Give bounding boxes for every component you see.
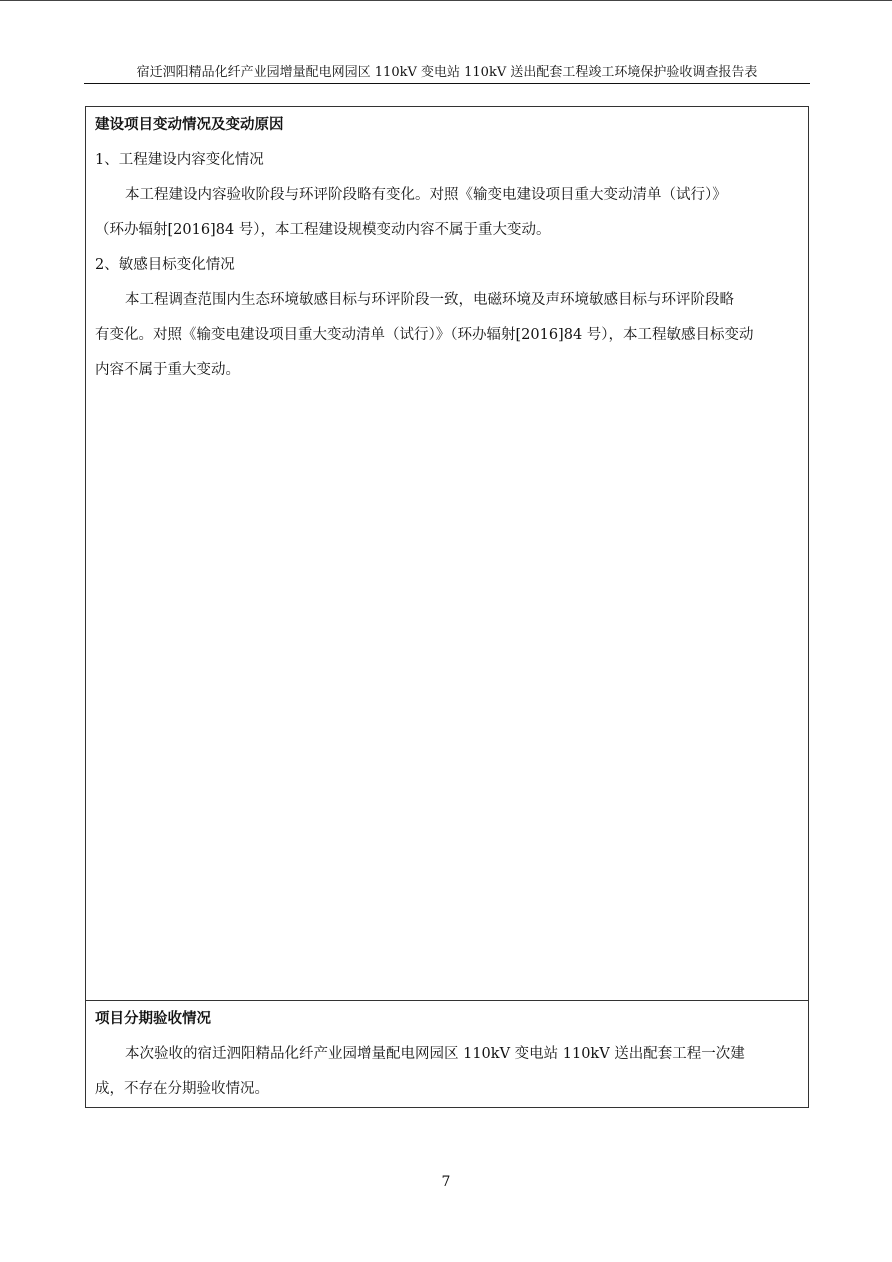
running-header: 宿迁泗阳精品化纤产业园增量配电网园区 110kV 变电站 110kV 送出配套工程竣工环境保护验收调查报告表 bbox=[136, 65, 758, 80]
report-table bbox=[85, 106, 809, 1108]
paragraph-line: 本工程建设内容验收阶段与环评阶段略有变化。对照《输变电建设项目重大变动清单（试行）》 bbox=[125, 187, 727, 203]
paragraph-line: （环办辐射[2016]84 号），本工程建设规模变动内容不属于重大变动。 bbox=[95, 222, 551, 238]
section-heading-phased-acceptance: 项目分期验收情况 bbox=[95, 1010, 211, 1027]
paragraph-line: 本次验收的宿迁泗阳精品化纤产业园增量配电网园区 110kV 变电站 110kV 送出配套工程一次建 bbox=[125, 1046, 745, 1062]
paragraph-line: 成，不存在分期验收情况。 bbox=[95, 1081, 269, 1097]
changes-cell bbox=[86, 107, 808, 1001]
top-border-line bbox=[0, 0, 892, 1]
section-heading-changes: 建设项目变动情况及变动原因 bbox=[95, 116, 284, 133]
paragraph-line: 内容不属于重大变动。 bbox=[95, 362, 240, 378]
page-number: 7 bbox=[441, 1174, 451, 1190]
paragraph-line: 本工程调查范围内生态环境敏感目标与环评阶段一致，电磁环境及声环境敏感目标与环评阶段略 bbox=[125, 292, 734, 308]
subheading-sensitive-targets: 2、敏感目标变化情况 bbox=[95, 257, 235, 273]
phased-acceptance-cell bbox=[86, 1001, 808, 1107]
header-rule bbox=[84, 83, 810, 84]
paragraph-line: 有变化。对照《输变电建设项目重大变动清单（试行）》（环办辐射[2016]84 号），本工程敏感目标变动 bbox=[95, 327, 754, 343]
subheading-content-changes: 1、工程建设内容变化情况 bbox=[95, 152, 264, 168]
